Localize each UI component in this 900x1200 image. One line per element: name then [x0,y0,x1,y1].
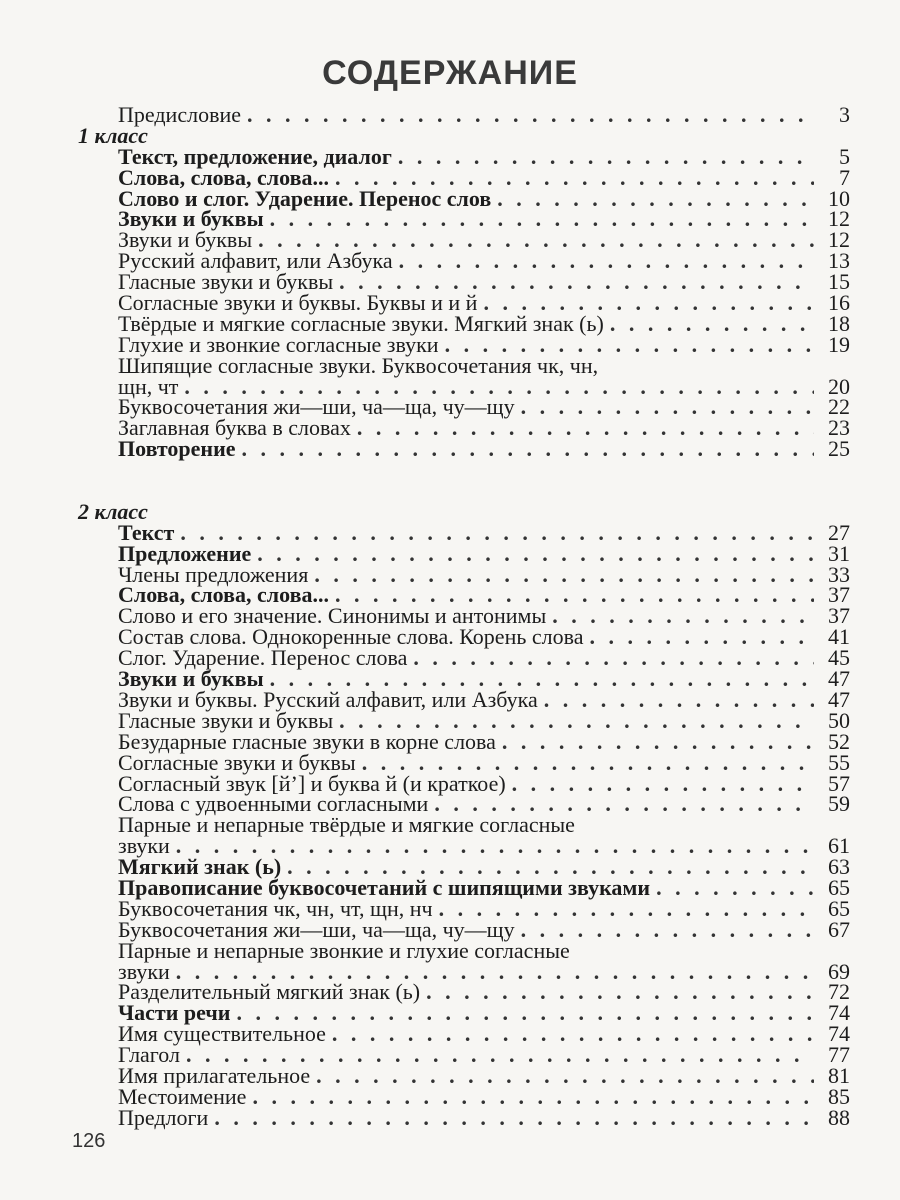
toc-entry-page: 47 [828,686,850,712]
toc-entry-page: 10 [828,185,850,211]
leader-dots [332,1024,814,1045]
toc-entry [78,436,850,462]
toc-entry-page: 13 [828,248,850,274]
leader-dots [610,314,814,335]
toc-entry [78,1021,850,1047]
toc-entry-page: 74 [828,1000,850,1026]
toc-entry-label: Местоимение [118,1083,247,1109]
toc-entry-label: Члены предложения [118,561,309,587]
toc-entry-page: 61 [828,833,850,859]
toc-entry-page: 27 [828,519,850,545]
toc-entry-page: 31 [828,540,850,566]
leader-dots [552,606,814,627]
toc-entry-page: 69 [828,958,850,984]
toc-entry-label: Состав слова. Однокоренные слова. Корень слова [118,624,584,650]
toc-entry-page: 15 [828,269,850,295]
toc-entry-label: Предлоги [118,1104,209,1130]
toc-entry-label: Мягкий знак (ь) [118,854,282,880]
toc-entry-label: щн, чт [118,373,179,399]
leader-dots [544,690,814,711]
toc-entry-page: 20 [828,373,850,399]
grade1-list [78,143,850,462]
toc-entry-label: Русский алфавит, или Азбука [118,248,393,274]
toc-entry-label: Согласный звук [й’] и буква й (и краткое) [118,770,506,796]
toc-entry-label: Текст [118,519,175,545]
toc-entry-label: Слово и его значение. Синонимы и антонимы [118,603,547,629]
toc-entry-page: 37 [828,603,850,629]
leader-dots [257,544,814,565]
leader-dots [426,982,814,1003]
toc-entry-label: Буквосочетания чк, чн, чт, щн, нч [118,895,433,921]
toc-entry-label: Правописание буквосочетаний с шипящими звуками [118,874,651,900]
toc-entry-page: 67 [828,916,850,942]
toc-entry-page: 16 [828,290,850,316]
toc-entry-label-line1: Парные и непарные звонкие и глухие согласные [118,937,570,963]
toc-entry-label: Слова, слова, слова... [118,582,329,608]
toc-entry-label: Текст, предложение, диалог [118,143,392,169]
toc-entry-label: звуки [118,833,170,859]
toc-entry-page: 65 [828,874,850,900]
toc-entry-preface [78,102,850,127]
toc-entry-label: Согласные звуки и буквы [118,749,356,775]
toc-entry-label: Звуки и буквы [118,206,264,232]
toc-entry-label: звуки [118,958,170,984]
toc-entry-page: 72 [828,979,850,1005]
leader-dots [497,189,814,210]
toc-entry [78,1104,850,1130]
toc-entry-page: 37 [828,582,850,608]
toc-entry-label: Глагол [118,1042,180,1068]
toc-entry-label-line1: Парные и непарные твёрдые и мягкие согласные [118,812,575,838]
toc-entry-page: 77 [828,1042,850,1068]
toc-entry-label: Гласные звуки и буквы [118,269,334,295]
toc-entry-page: 50 [828,707,850,733]
section-heading-grade1: 1 класс [78,122,148,148]
leader-dots [314,565,814,586]
toc-entry-page: 57 [828,770,850,796]
toc-entry-page: 3 [839,102,850,127]
toc-entry-label: Разделительный мягкий знак (ь) [118,979,421,1005]
grade2-list [78,519,850,1130]
leader-dots [316,1066,814,1087]
toc-entry-label: Звуки и буквы. Русский алфавит, или Азбука [118,686,538,712]
toc-entry-page: 25 [828,436,850,462]
toc-entry-page: 81 [828,1062,850,1088]
toc-entry-page: 12 [828,206,850,232]
toc-entry-label: Слово и слог. Ударение. Перенос слов [118,185,492,211]
leader-dots [242,439,814,460]
toc-entry-page: 85 [828,1083,850,1109]
toc-entry-page: 23 [828,415,850,441]
toc-entry-label: Звуки и буквы [118,666,264,692]
toc-entry-page: 22 [828,394,850,420]
toc-entry-page: 55 [828,749,850,775]
section-gap [78,460,850,481]
toc-entry-label: Повторение [118,436,236,462]
toc-entry-label: Согласные звуки и буквы. Буквы и и й [118,290,478,316]
toc-entry-label: Звуки и буквы [118,227,253,253]
toc-entry-page: 47 [828,666,850,692]
toc-entry-label: Гласные звуки и буквы [118,707,334,733]
toc-entry-page: 65 [828,895,850,921]
toc-entry-label: Имя существительное [118,1021,326,1047]
leader-dots [413,648,814,669]
toc-entry-label-line1: Шипящие согласные звуки. Буквосочетания чк, чн, [118,352,599,378]
toc-entry-page: 74 [828,1021,850,1047]
leader-dots [180,523,814,544]
toc-entry-label: Слова с удвоенными согласными [118,791,429,817]
toc-entry-label: Буквосочетания жи—ши, ча—ща, чу—щу [118,394,515,420]
toc-entry-page: 52 [828,728,850,754]
section-heading-grade2: 2 класс [78,498,148,524]
toc-entry-label: Предложение [118,540,252,566]
toc-entry-label: Предисловие [118,102,241,127]
toc-entry-page: 18 [828,310,850,336]
toc-entry-label: Твёрдые и мягкие согласные звуки. Мягкий знак (ь) [118,310,604,336]
toc-entry-page: 59 [828,791,850,817]
toc-entry-label: Глухие и звонкие согласные звуки [118,331,439,357]
leader-dots [252,1087,814,1108]
toc-entry-label: Слова, слова, слова... [118,164,329,190]
table-of-contents [78,102,850,1130]
leader-dots [247,105,814,126]
leader-dots [270,209,814,230]
toc-entry-label: Части речи [118,1000,231,1026]
leader-dots [214,1108,814,1129]
toc-entry-label: Заглавная буква в словах [118,415,351,441]
leader-dots [502,732,814,753]
toc-entry-page: 19 [828,331,850,357]
leader-dots [398,147,814,168]
toc-entry-page: 45 [828,645,850,671]
toc-entry-label: Имя прилагательное [118,1062,311,1088]
leader-dots [521,397,814,418]
leader-dots [399,251,814,272]
toc-entry-label: Безударные гласные звуки в корне слова [118,728,496,754]
toc-entry-page: 33 [828,561,850,587]
leader-dots [512,774,814,795]
toc-entry-page: 88 [828,1104,850,1130]
toc-entry-page: 7 [839,164,850,190]
page-number: 126 [72,1130,106,1152]
toc-entry-page: 41 [828,624,850,650]
toc-entry-page: 63 [828,854,850,880]
toc-entry-page: 5 [839,143,850,169]
page-title: СОДЕРЖАНИЕ [322,54,578,92]
leader-dots [357,418,814,439]
section-gap [78,481,850,502]
leader-dots [656,878,814,899]
toc-entry-page: 12 [828,227,850,253]
toc-entry-label: Буквосочетания жи—ши, ча—ща, чу—щу [118,916,515,942]
leader-dots [589,627,814,648]
toc-entry-label: Слог. Ударение. Перенос слова [118,645,408,671]
